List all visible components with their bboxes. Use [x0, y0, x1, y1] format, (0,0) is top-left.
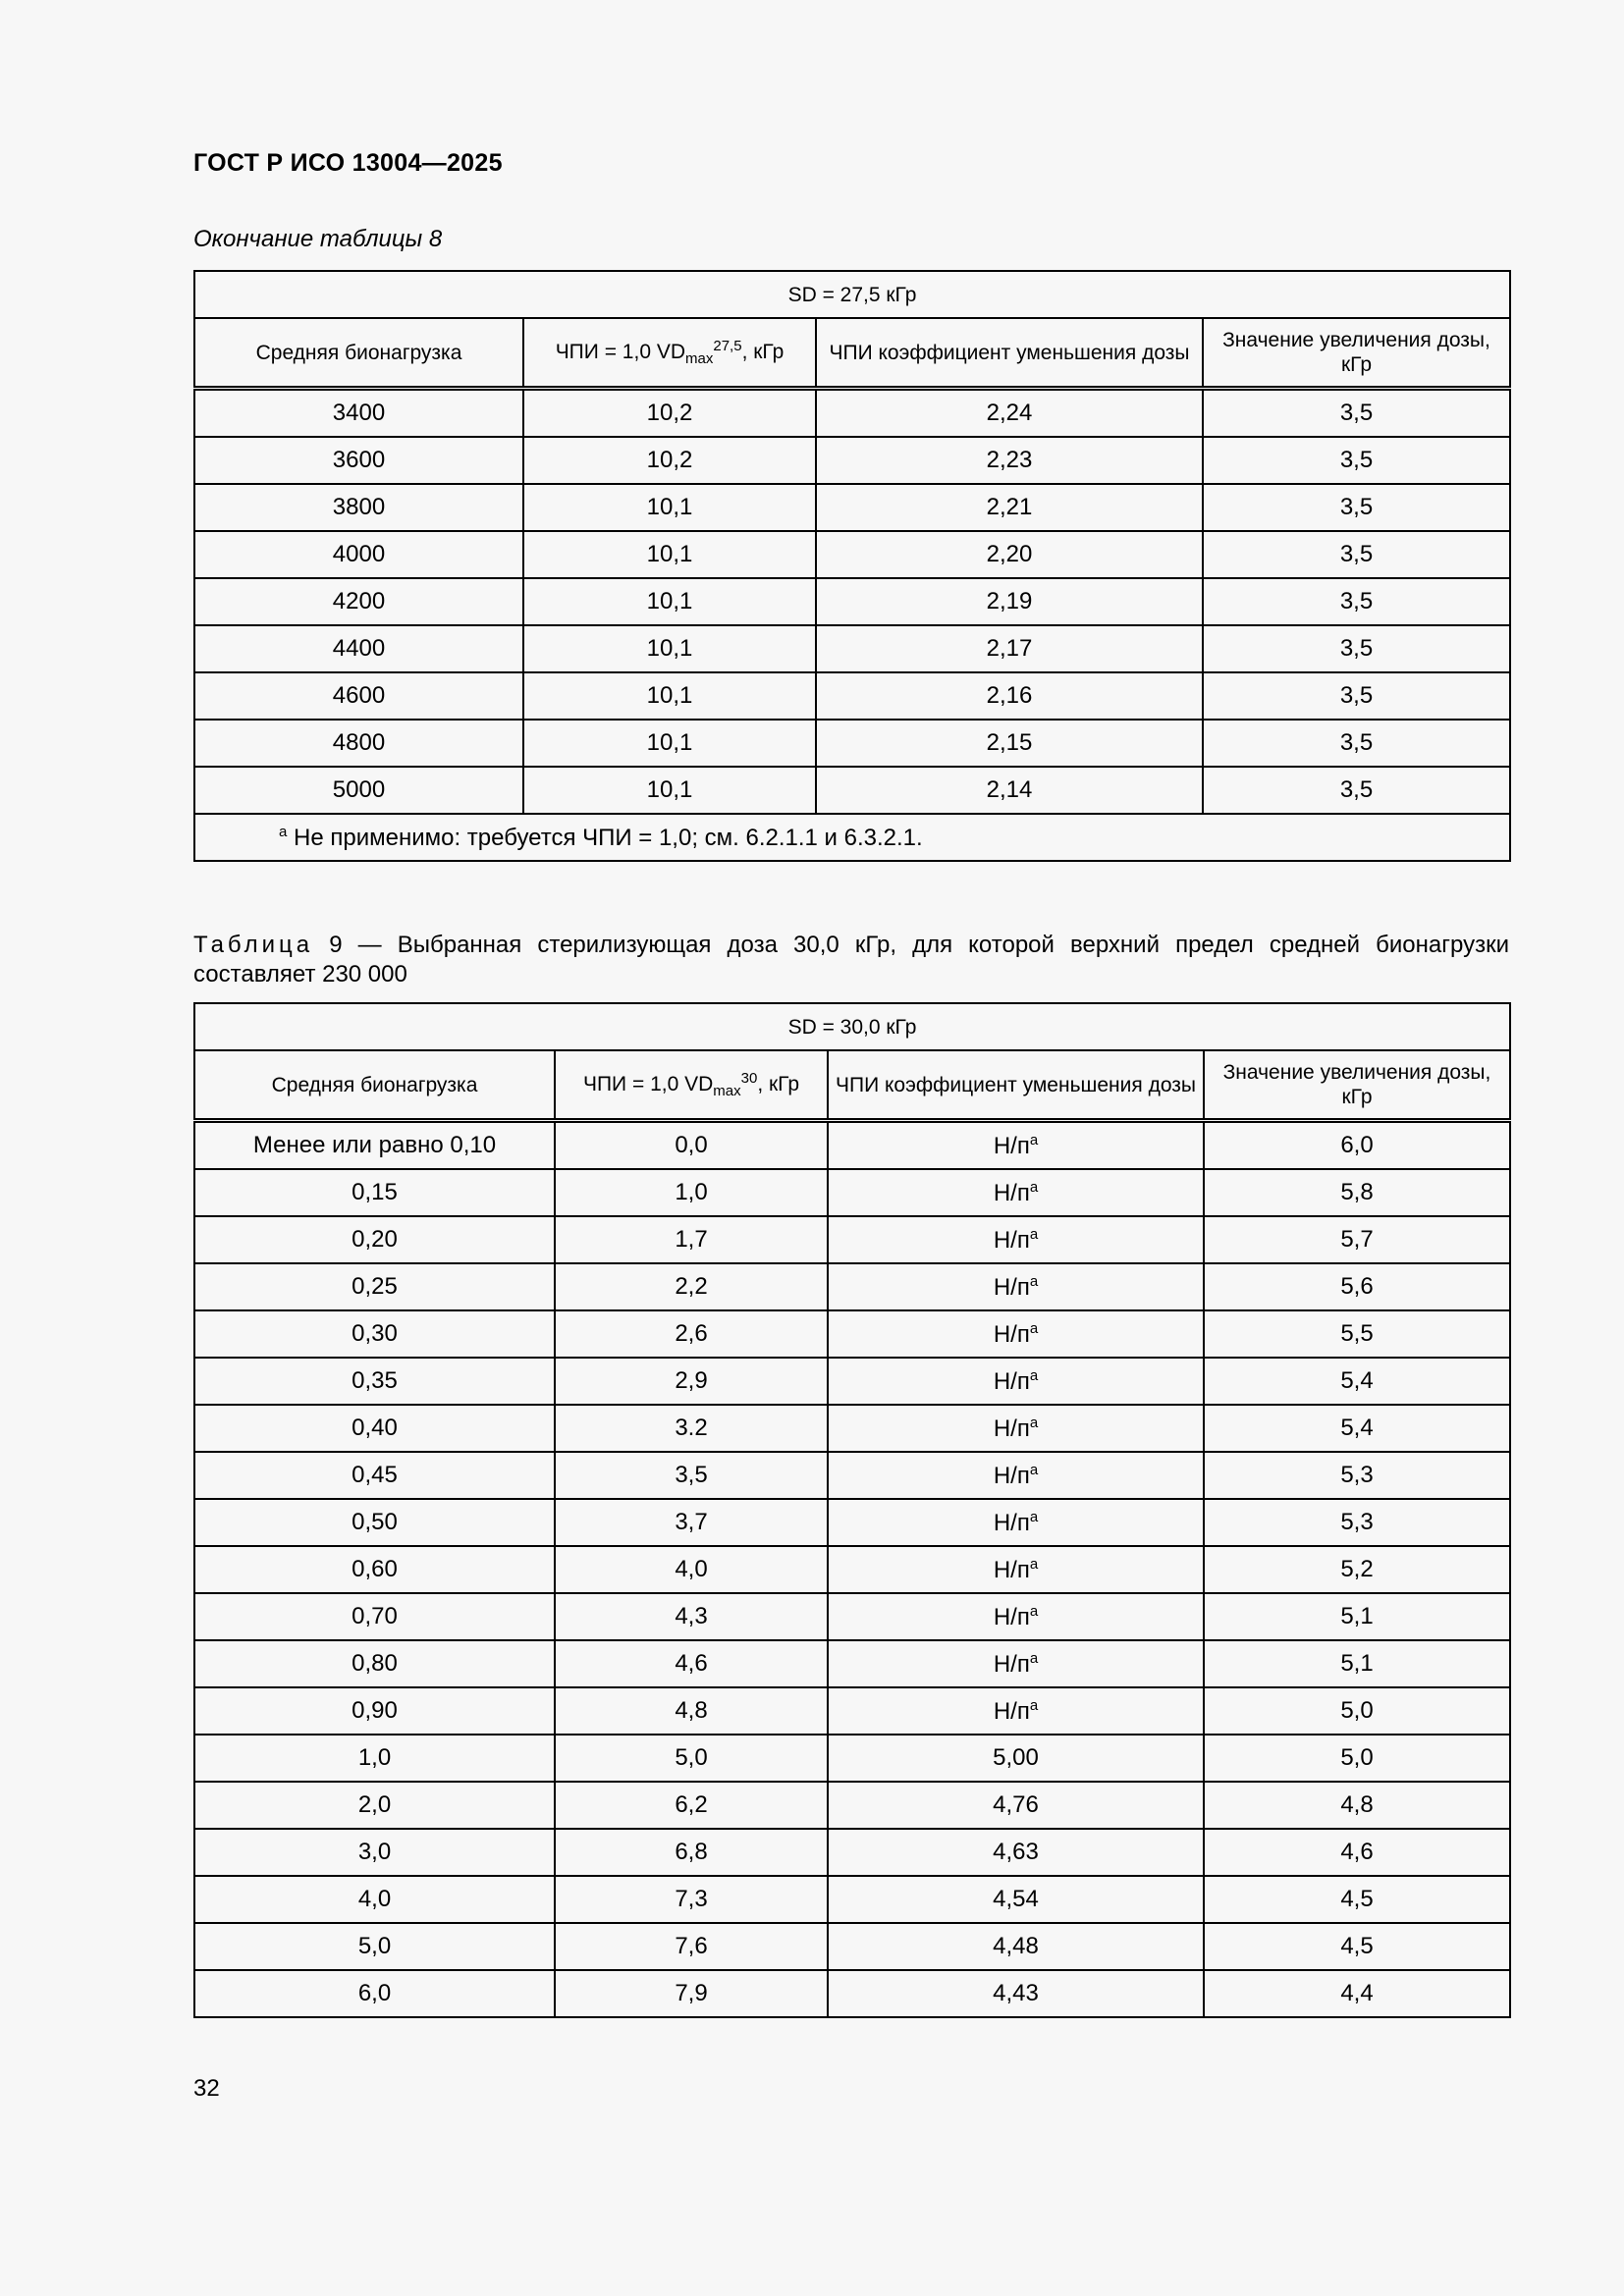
table-cell: 3,5 [1203, 625, 1510, 672]
table-cell: 10,1 [523, 531, 816, 578]
table-cell: 10,1 [523, 767, 816, 814]
table-cell: 5,8 [1204, 1169, 1510, 1216]
table-cell: 3,5 [555, 1452, 828, 1499]
table-cell: 4,3 [555, 1593, 828, 1640]
table-cell: 3,5 [1203, 389, 1510, 438]
table-cell: 10,1 [523, 625, 816, 672]
table8-sd-header: SD = 27,5 кГр [194, 271, 1510, 318]
table9 [193, 1002, 1511, 2018]
table-cell: $Н/п^a$ [828, 1263, 1204, 1310]
table-cell: 0,35 [194, 1358, 555, 1405]
table-cell: 2,16 [816, 672, 1203, 720]
table-cell: 7,3 [555, 1876, 828, 1923]
table-row [194, 1310, 1510, 1358]
table-row [194, 531, 1510, 578]
table-cell: 2,0 [194, 1782, 555, 1829]
table-cell: 0,15 [194, 1169, 555, 1216]
table-cell: 4800 [194, 720, 523, 767]
table-cell: $Н/п^a$ [828, 1358, 1204, 1405]
table-cell: 4000 [194, 531, 523, 578]
table-cell: 5,0 [194, 1923, 555, 1970]
table-row [194, 1263, 1510, 1310]
table-row [194, 1782, 1510, 1829]
table-cell: 4,63 [828, 1829, 1204, 1876]
table-cell: 5,00 [828, 1735, 1204, 1782]
table-cell: 10,1 [523, 672, 816, 720]
table-cell: 4,4 [1204, 1970, 1510, 2017]
table-cell: 0,70 [194, 1593, 555, 1640]
table-cell: 4,8 [555, 1687, 828, 1735]
table-cell: 5,7 [1204, 1216, 1510, 1263]
table-row [194, 720, 1510, 767]
table-cell: 2,23 [816, 437, 1203, 484]
table-row [194, 1735, 1510, 1782]
table-cell: 3,5 [1203, 484, 1510, 531]
table-cell: 2,21 [816, 484, 1203, 531]
table-row [194, 1121, 1510, 1170]
table-cell: 5,1 [1204, 1640, 1510, 1687]
table-cell: 0,80 [194, 1640, 555, 1687]
table-row [194, 1358, 1510, 1405]
table-cell: 6,0 [194, 1970, 555, 2017]
table-cell: 6,0 [1204, 1121, 1510, 1170]
table-cell: 10,1 [523, 484, 816, 531]
table-cell: 0,50 [194, 1499, 555, 1546]
table8-col-reduction-factor: ЧПИ коэффициент уменьшения дозы [816, 318, 1203, 389]
table-cell: 0,40 [194, 1405, 555, 1452]
table9-sd-header: SD = 30,0 кГр [194, 1003, 1510, 1050]
table-cell: 3,5 [1203, 437, 1510, 484]
table8-col-dose-increment: Значение увеличения дозы, кГр [1203, 318, 1510, 389]
table-cell: $Н/п^a$ [828, 1310, 1204, 1358]
table-cell: 0,0 [555, 1121, 828, 1170]
table-cell: 3,5 [1203, 767, 1510, 814]
table-cell: 4600 [194, 672, 523, 720]
table8-col-bioburden: Средняя бионагрузка [194, 318, 523, 389]
table-cell: 2,17 [816, 625, 1203, 672]
table-cell: 4,76 [828, 1782, 1204, 1829]
table-cell: 4,6 [1204, 1829, 1510, 1876]
table-cell: 5000 [194, 767, 523, 814]
table-row [194, 1593, 1510, 1640]
table-row [194, 1640, 1510, 1687]
table-cell: 5,2 [1204, 1546, 1510, 1593]
table-cell: 6,8 [555, 1829, 828, 1876]
table-cell: 3,5 [1203, 672, 1510, 720]
table-cell: 4,0 [194, 1876, 555, 1923]
page-number: 32 [193, 2075, 220, 2102]
table8-col-vd: ЧПИ = 1,0 $VD_{max}^{27,5}$, кГр [523, 318, 816, 389]
table-cell: $Н/п^a$ [828, 1593, 1204, 1640]
table-cell: $Н/п^a$ [828, 1216, 1204, 1263]
table-cell: 5,6 [1204, 1263, 1510, 1310]
table-cell: 5,5 [1204, 1310, 1510, 1358]
table-cell: 4,6 [555, 1640, 828, 1687]
table-cell: 0,20 [194, 1216, 555, 1263]
table-cell: 6,2 [555, 1782, 828, 1829]
table-cell: $Н/п^a$ [828, 1452, 1204, 1499]
table-cell: 0,25 [194, 1263, 555, 1310]
table-row [194, 1216, 1510, 1263]
table-row [194, 1876, 1510, 1923]
table-row [194, 1452, 1510, 1499]
table-cell: 3,7 [555, 1499, 828, 1546]
table-cell: 4,48 [828, 1923, 1204, 1970]
table-cell: 3,5 [1203, 578, 1510, 625]
table-cell: 5,3 [1204, 1499, 1510, 1546]
table-cell: 5,0 [555, 1735, 828, 1782]
table-cell: 10,2 [523, 389, 816, 438]
table9-col-vd: ЧПИ = 1,0 $VD_{max}^{30}$, кГр [555, 1050, 828, 1121]
table-cell: 2,2 [555, 1263, 828, 1310]
table-cell: 4,0 [555, 1546, 828, 1593]
table-cell: Менее или равно 0,10 [194, 1121, 555, 1170]
table-cell: 0,90 [194, 1687, 555, 1735]
table-cell: 4,8 [1204, 1782, 1510, 1829]
table-cell: 4200 [194, 578, 523, 625]
table-cell: 7,9 [555, 1970, 828, 2017]
table-cell: 0,30 [194, 1310, 555, 1358]
table-cell: 4,5 [1204, 1876, 1510, 1923]
table-cell: 5,4 [1204, 1405, 1510, 1452]
table-cell: 2,20 [816, 531, 1203, 578]
table8-footnote: $^a$ Не применимо: требуется ЧПИ = 1,0; см. 6.2.1.1 и 6.3.2.1. [194, 814, 1510, 861]
table-cell: $Н/п^a$ [828, 1121, 1204, 1170]
table-cell: 4,5 [1204, 1923, 1510, 1970]
table-cell: 3.2 [555, 1405, 828, 1452]
table9-col-bioburden: Средняя бионагрузка [194, 1050, 555, 1121]
table-row [194, 578, 1510, 625]
table-row [194, 1499, 1510, 1546]
table-cell: 5,0 [1204, 1687, 1510, 1735]
table-cell: 4,54 [828, 1876, 1204, 1923]
table-cell: $Н/п^a$ [828, 1169, 1204, 1216]
table-cell: 0,45 [194, 1452, 555, 1499]
table-cell: 3,0 [194, 1829, 555, 1876]
table-row [194, 1923, 1510, 1970]
table-cell: 3400 [194, 389, 523, 438]
table-cell: 10,1 [523, 720, 816, 767]
table-row [194, 672, 1510, 720]
table-cell: 3600 [194, 437, 523, 484]
table-cell: 2,15 [816, 720, 1203, 767]
table-cell: 4,43 [828, 1970, 1204, 2017]
table-cell: $Н/п^a$ [828, 1405, 1204, 1452]
table-cell: 5,1 [1204, 1593, 1510, 1640]
table-row [194, 484, 1510, 531]
table-cell: 4400 [194, 625, 523, 672]
table9-col-reduction-factor: ЧПИ коэффициент уменьшения дозы [828, 1050, 1204, 1121]
table-cell: 2,6 [555, 1310, 828, 1358]
table-row [194, 767, 1510, 814]
table-cell: 3,5 [1203, 531, 1510, 578]
table-row [194, 1546, 1510, 1593]
table-cell: 5,3 [1204, 1452, 1510, 1499]
table-cell: $Н/п^a$ [828, 1546, 1204, 1593]
table-row [194, 1405, 1510, 1452]
table8-body [194, 389, 1510, 815]
table8 [193, 270, 1511, 862]
table-cell: 3,5 [1203, 720, 1510, 767]
table-cell: 2,19 [816, 578, 1203, 625]
table9-body [194, 1121, 1510, 2018]
table9-caption-label: Таблица [193, 932, 314, 958]
table-cell: 2,9 [555, 1358, 828, 1405]
table-row [194, 437, 1510, 484]
table-cell: 7,6 [555, 1923, 828, 1970]
table9-caption [193, 931, 1509, 989]
table-cell: $Н/п^a$ [828, 1640, 1204, 1687]
table-row [194, 1169, 1510, 1216]
table-cell: 5,0 [1204, 1735, 1510, 1782]
table-cell: $Н/п^a$ [828, 1687, 1204, 1735]
table-cell: 3800 [194, 484, 523, 531]
table-cell: 1,7 [555, 1216, 828, 1263]
table-cell: 2,24 [816, 389, 1203, 438]
table-cell: $Н/п^a$ [828, 1499, 1204, 1546]
table-cell: 1,0 [555, 1169, 828, 1216]
document-header: ГОСТ Р ИСО 13004—2025 [193, 149, 503, 177]
table-row [194, 1829, 1510, 1876]
table-cell: 5,4 [1204, 1358, 1510, 1405]
table-cell: 10,1 [523, 578, 816, 625]
table9-col-dose-increment: Значение увеличения дозы, кГр [1204, 1050, 1510, 1121]
table-row [194, 389, 1510, 438]
table-cell: 10,2 [523, 437, 816, 484]
table-row [194, 625, 1510, 672]
table-cell: 1,0 [194, 1735, 555, 1782]
table-row [194, 1687, 1510, 1735]
table-cell: 2,14 [816, 767, 1203, 814]
table-row [194, 1970, 1510, 2017]
table-cell: 0,60 [194, 1546, 555, 1593]
table8-caption: Окончание таблицы 8 [193, 226, 443, 252]
table9-caption-text: 9 — Выбранная стерилизующая доза 30,0 кГр, для которой верхний предел средней бионагрузки составляет 230 000 [193, 932, 1509, 988]
